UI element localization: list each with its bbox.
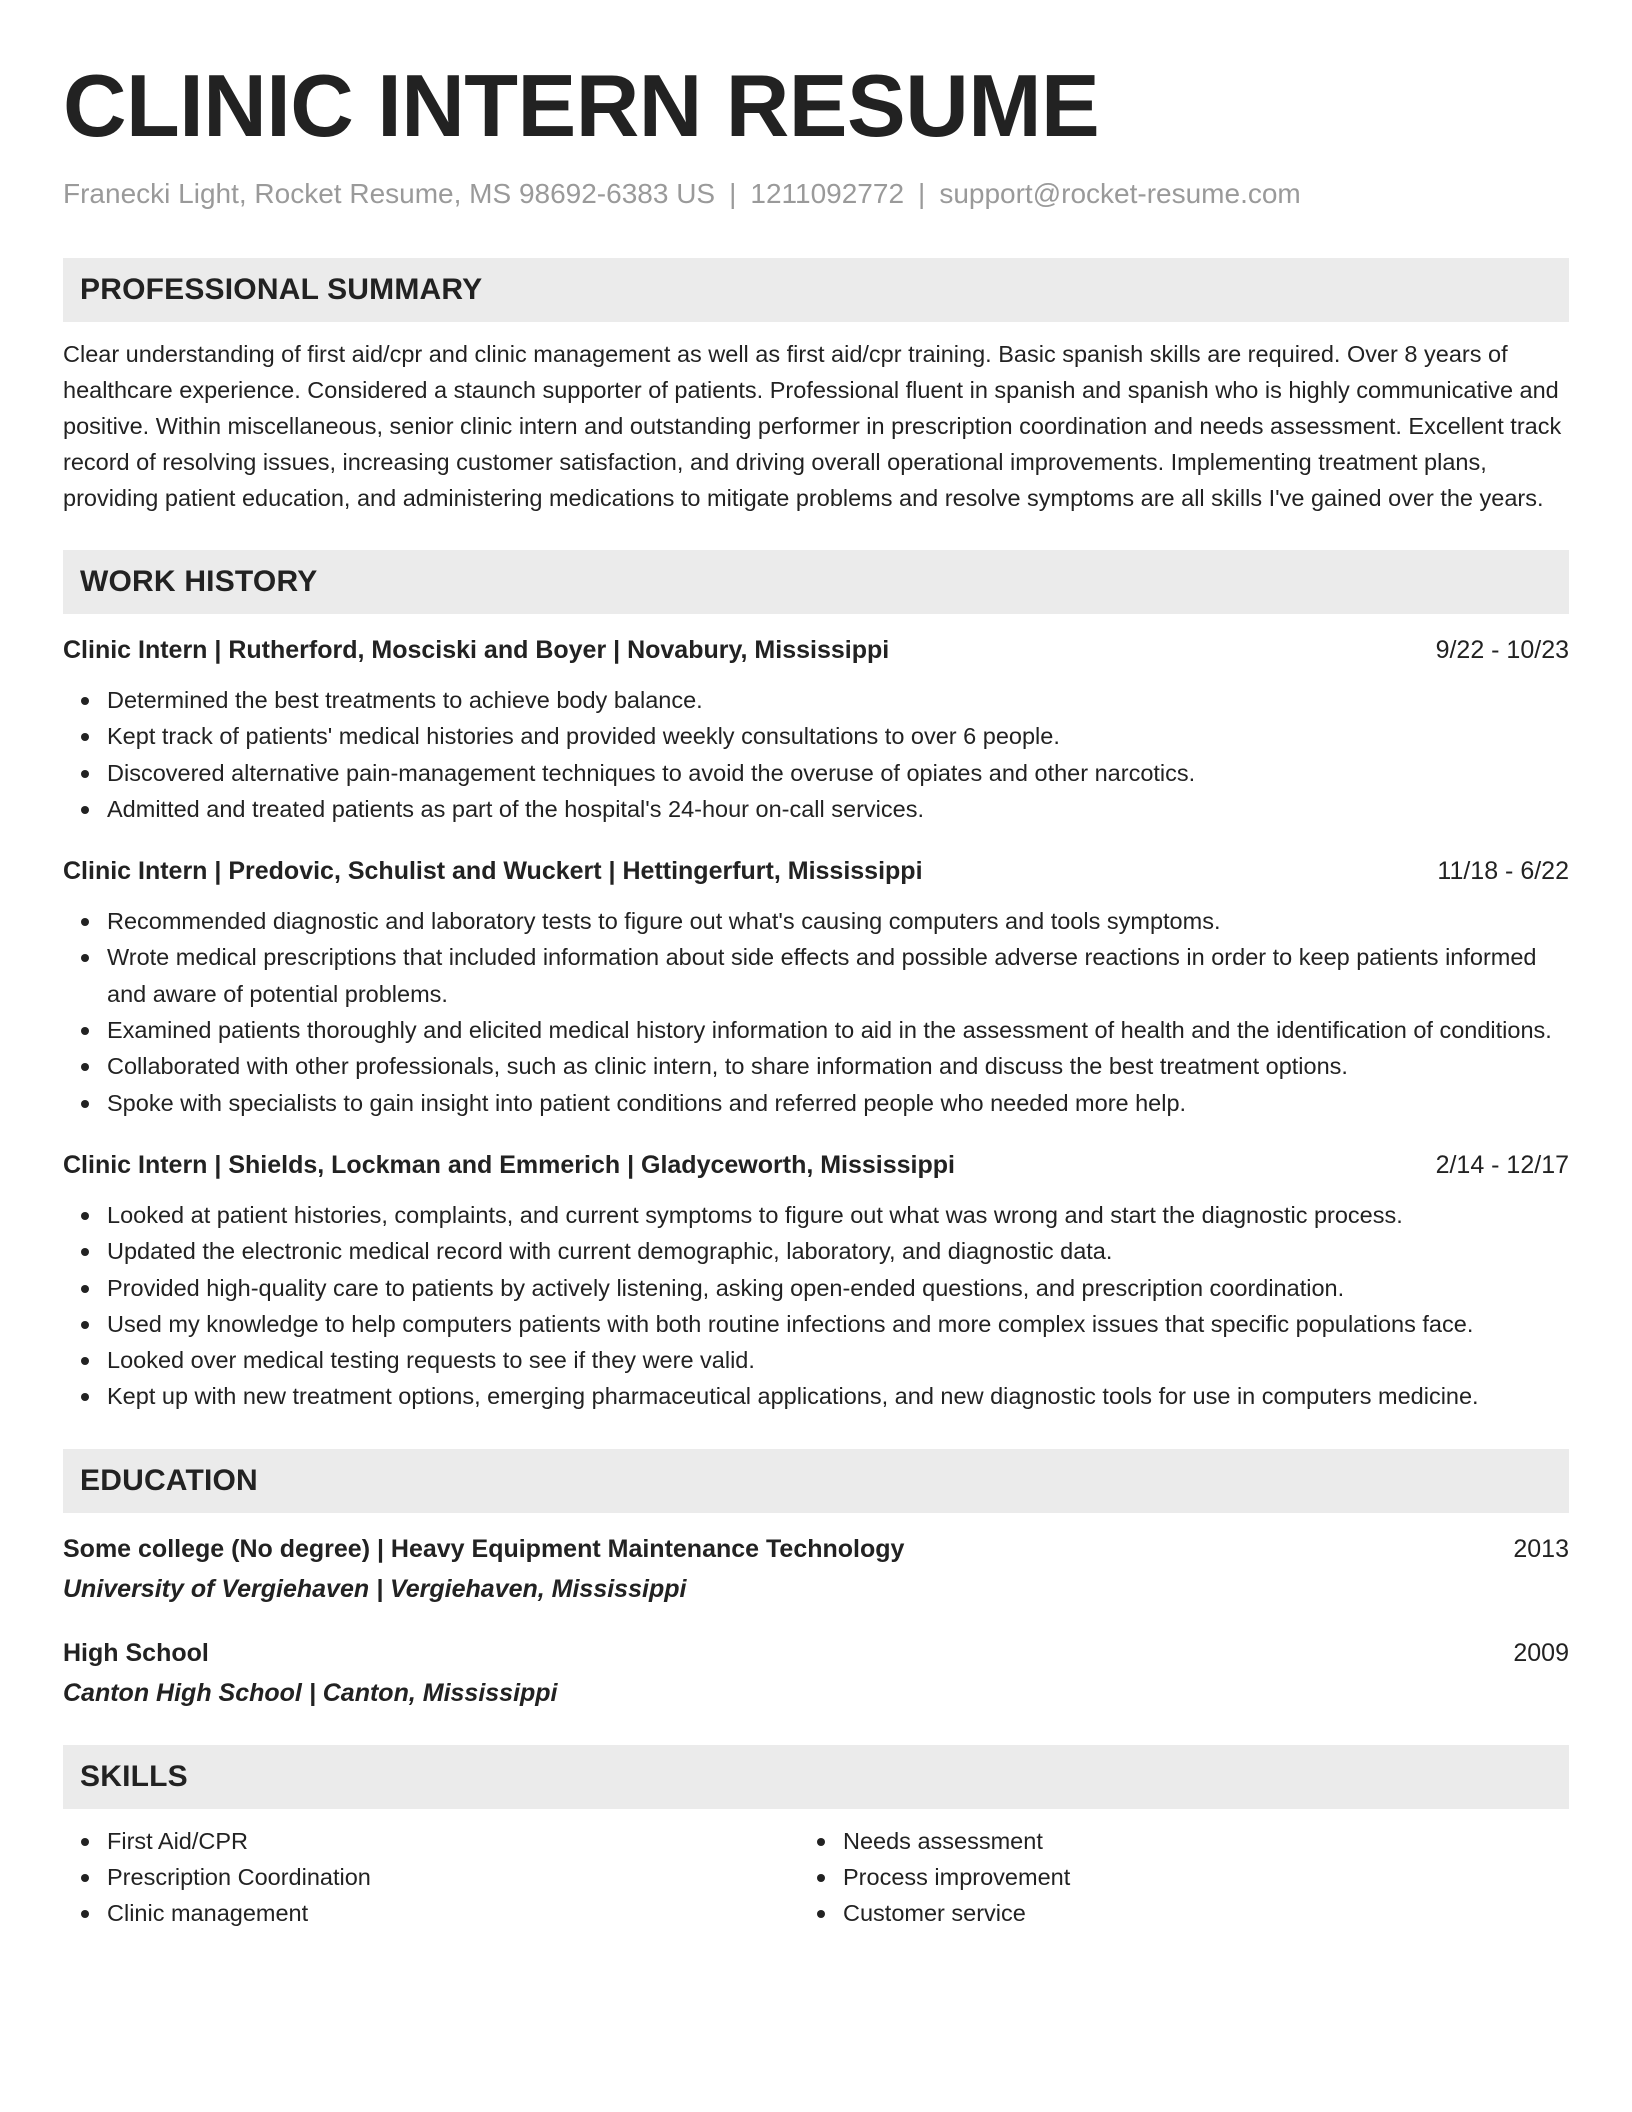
education-year: 2009 <box>1513 1638 1569 1667</box>
education-header-row <box>63 1635 1569 1671</box>
summary-text: Clear understanding of first aid/cpr and clinic management as well as first aid/cpr training. Basic spanish skills are required. Over 8 years of healthcare experience. Considered a staunch supporter of patients. Professional fluent in spanish and spanish who is highly communicative and positive. Within miscellaneous, senior clinic intern and outstanding performer in prescription coordination and needs assessment. Excellent track record of resolving issues, increasing customer satisfaction, and driving overall operational improvements. Implementing treatment plans, providing patient education, and administering medications to mitigate problems and resolve symptoms are all skills I've gained over the years. <box>63 341 1562 511</box>
education-entry <box>63 1531 1569 1607</box>
job-bullet-list <box>63 682 1569 827</box>
job-bullet-list <box>63 1197 1569 1415</box>
contact-line <box>63 176 1569 212</box>
list-item: Recommended diagnostic and laboratory tests to figure out what's causing computers and tools symptoms. <box>107 903 1569 939</box>
skills-heading: SKILLS <box>80 1759 188 1793</box>
skill-item: Process improvement <box>843 1859 1535 1895</box>
list-item: Admitted and treated patients as part of the hospital's 24-hour on-call services. <box>107 791 1569 827</box>
skills-list <box>799 1823 1535 1932</box>
job-title: Clinic Intern | Rutherford, Mosciski and Boyer | Novabury, Mississippi <box>63 636 890 664</box>
school-name: University of Vergiehaven | Vergiehaven, Mississippi <box>63 1574 687 1603</box>
job-dates: 2/14 - 12/17 <box>1435 1150 1569 1179</box>
school-name: Canton High School | Canton, Mississippi <box>63 1678 558 1707</box>
list-item: Kept up with new treatment options, emerging pharmaceutical applications, and new diagnostic tools for use in computers medicine. <box>107 1378 1569 1414</box>
skill-item: Prescription Coordination <box>107 1859 799 1895</box>
job-entry <box>63 632 1569 827</box>
summary-heading: PROFESSIONAL SUMMARY <box>80 273 483 306</box>
list-item: Determined the best treatments to achieve body balance. <box>107 682 1569 718</box>
job-title: Clinic Intern | Predovic, Schulist and Wuckert | Hettingerfurt, Mississippi <box>63 857 923 886</box>
list-item: Used my knowledge to help computers patients with both routine infections and more complex issues that specific populations face. <box>107 1306 1569 1342</box>
work-section-header <box>63 550 1569 614</box>
job-entry <box>63 853 1569 1121</box>
work-heading: WORK HISTORY <box>80 565 318 598</box>
list-item: Collaborated with other professionals, such as clinic intern, to share information and discuss the best treatment options. <box>107 1048 1569 1084</box>
degree-title: High School <box>63 1638 209 1667</box>
skill-item: First Aid/CPR <box>107 1823 799 1859</box>
list-item: Kept track of patients' medical histories and provided weekly consultations to over 6 people. <box>107 718 1569 754</box>
education-year: 2013 <box>1513 1534 1569 1563</box>
list-item: Discovered alternative pain-management techniques to avoid the overuse of opiates and other narcotics. <box>107 755 1569 791</box>
education-entry <box>63 1635 1569 1711</box>
job-header-row <box>63 853 1569 889</box>
address-text: Franecki Light, Rocket Resume, MS 98692-6383 US <box>63 178 716 209</box>
job-bullet-list <box>63 903 1569 1121</box>
list-item: Provided high-quality care to patients by actively listening, asking open-ended questions, and prescription coordination. <box>107 1270 1569 1306</box>
skill-item: Needs assessment <box>843 1823 1535 1859</box>
skills-section-header <box>63 1745 1569 1809</box>
list-item: Looked at patient histories, complaints, and current symptoms to figure out what was wrong and start the diagnostic process. <box>107 1197 1569 1233</box>
job-header-row <box>63 1147 1569 1183</box>
job-title: Clinic Intern | Shields, Lockman and Emmerich | Gladyceworth, Mississippi <box>63 1150 955 1179</box>
skill-item: Customer service <box>843 1895 1535 1931</box>
summary-section-header <box>63 258 1569 322</box>
job-entry <box>63 1147 1569 1415</box>
list-item: Examined patients thoroughly and elicited medical history information to aid in the assessment of health and the identification of conditions. <box>107 1012 1569 1048</box>
education-section-header <box>63 1449 1569 1513</box>
phone-text: 1211092772 <box>750 178 905 209</box>
list-item: Wrote medical prescriptions that included information about side effects and possible adverse reactions in order to keep patients informed and aware of potential problems. <box>107 939 1569 1012</box>
education-heading: EDUCATION <box>80 1463 258 1497</box>
skill-item: Clinic management <box>107 1895 799 1931</box>
job-dates: 11/18 - 6/22 <box>1437 857 1569 886</box>
list-item: Updated the electronic medical record with current demographic, laboratory, and diagnostic data. <box>107 1233 1569 1269</box>
email-link[interactable]: support@rocket-resume.com <box>939 178 1301 209</box>
job-header-row <box>63 632 1569 668</box>
list-item: Spoke with specialists to gain insight into patient conditions and referred people who needed more help. <box>107 1085 1569 1121</box>
resume-title: CLINIC INTERN RESUME <box>63 56 1100 155</box>
contact-separator: | <box>729 178 737 209</box>
job-dates: 9/22 - 10/23 <box>1435 636 1569 664</box>
skills-list <box>63 1823 799 1932</box>
skills-column-right <box>799 1823 1535 1932</box>
contact-separator: | <box>918 178 926 209</box>
degree-title: Some college (No degree) | Heavy Equipment Maintenance Technology <box>63 1534 905 1563</box>
skills-grid <box>63 1823 1569 1932</box>
skills-column-left <box>63 1823 799 1932</box>
list-item: Looked over medical testing requests to see if they were valid. <box>107 1342 1569 1378</box>
education-header-row <box>63 1531 1569 1567</box>
